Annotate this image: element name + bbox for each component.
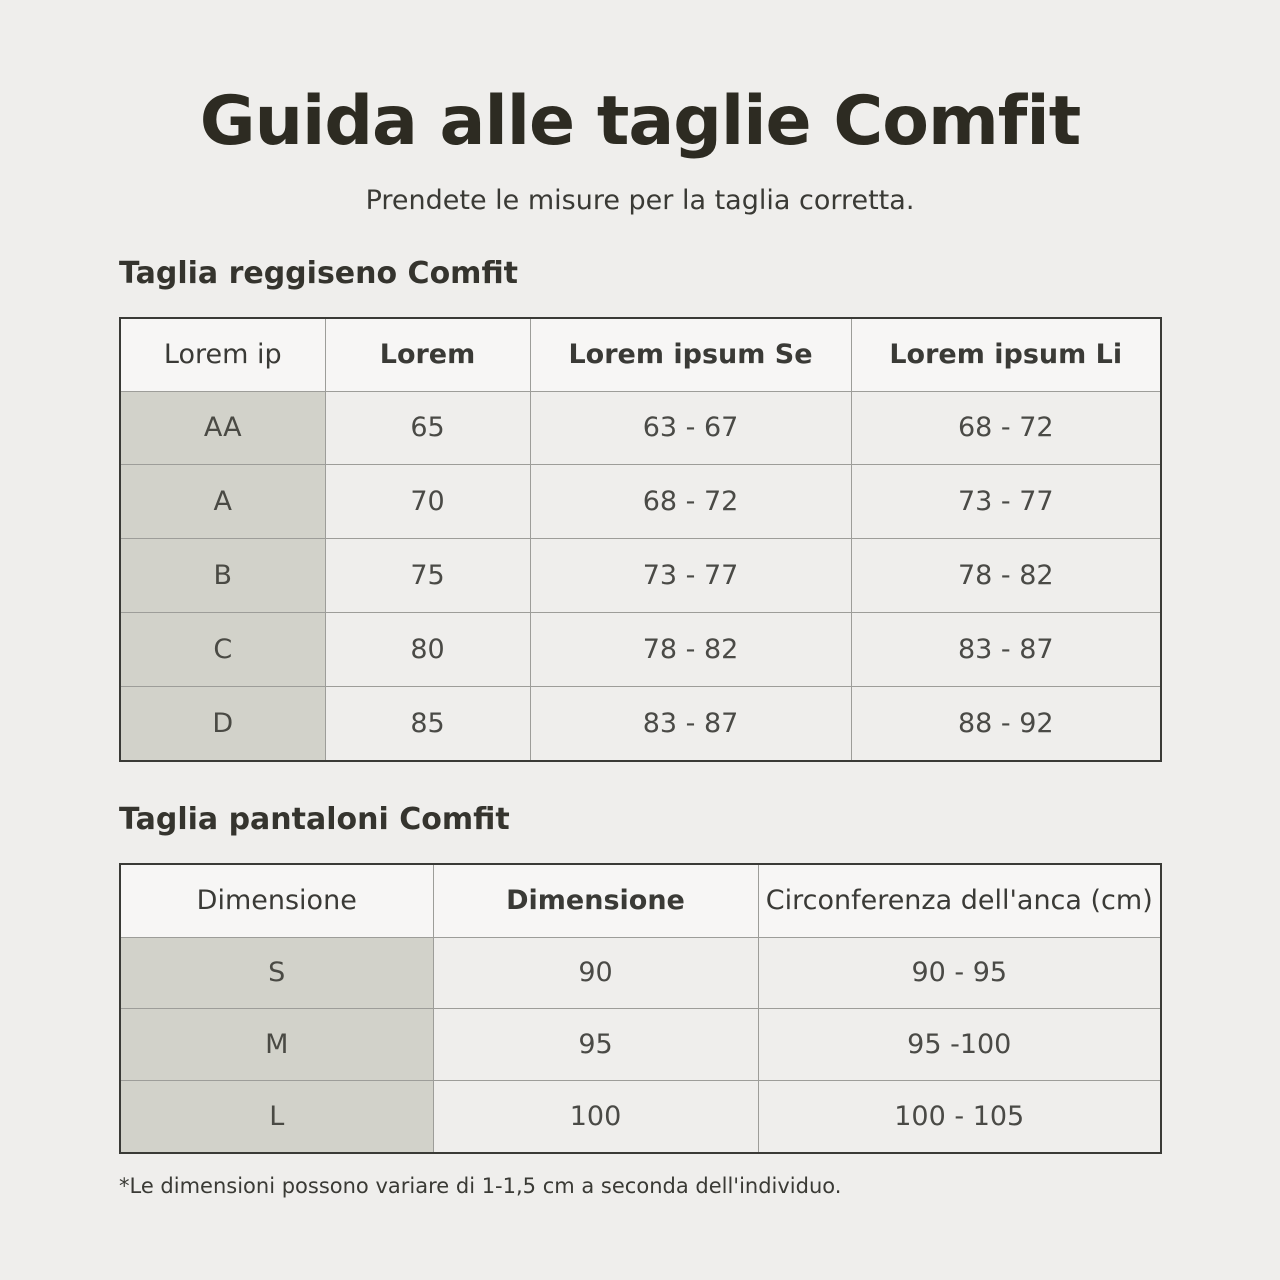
bra-section-title: Taglia reggiseno Comfit xyxy=(119,256,519,291)
pants-size-table xyxy=(119,863,1162,1154)
size-label-cell: L xyxy=(120,1080,433,1153)
table-row xyxy=(120,686,1161,761)
bra-size-table xyxy=(119,317,1162,762)
table-cell: 90 xyxy=(433,937,758,1009)
size-label-cell: A xyxy=(120,465,325,539)
table-cell: 88 - 92 xyxy=(851,686,1161,761)
size-label-cell: D xyxy=(120,686,325,761)
size-label-cell: S xyxy=(120,937,433,1009)
table-cell: 63 - 67 xyxy=(530,391,851,465)
table-cell: 73 - 77 xyxy=(851,465,1161,539)
size-label-cell: AA xyxy=(120,391,325,465)
footnote: *Le dimensioni possono variare di 1-1,5 cm a seconda dell'individuo. xyxy=(119,1174,842,1198)
table-row xyxy=(120,612,1161,686)
size-label-cell: C xyxy=(120,612,325,686)
column-header: Dimensione xyxy=(120,864,433,937)
table-cell: 78 - 82 xyxy=(851,539,1161,613)
table-cell: 85 xyxy=(325,686,530,761)
table-row xyxy=(120,539,1161,613)
table-header-row xyxy=(120,318,1161,391)
column-header: Circonferenza dell'anca (cm) xyxy=(758,864,1161,937)
table-cell: 100 - 105 xyxy=(758,1080,1161,1153)
table-cell: 80 xyxy=(325,612,530,686)
table-row xyxy=(120,465,1161,539)
table-cell: 95 xyxy=(433,1009,758,1081)
column-header: Lorem ip xyxy=(120,318,325,391)
size-label-cell: M xyxy=(120,1009,433,1081)
table-cell: 83 - 87 xyxy=(530,686,851,761)
page-subtitle: Prendete le misure per la taglia corretta. xyxy=(365,185,915,216)
table-cell: 75 xyxy=(325,539,530,613)
table-row xyxy=(120,1009,1161,1081)
table-cell: 68 - 72 xyxy=(530,465,851,539)
table-row xyxy=(120,391,1161,465)
column-header: Lorem ipsum Li xyxy=(851,318,1161,391)
table-cell: 70 xyxy=(325,465,530,539)
table-cell: 100 xyxy=(433,1080,758,1153)
column-header: Dimensione xyxy=(433,864,758,937)
table-cell: 65 xyxy=(325,391,530,465)
table-header-row xyxy=(120,864,1161,937)
table-cell: 73 - 77 xyxy=(530,539,851,613)
column-header: Lorem xyxy=(325,318,530,391)
table-row xyxy=(120,937,1161,1009)
table-row xyxy=(120,1080,1161,1153)
column-header: Lorem ipsum Se xyxy=(530,318,851,391)
page-title: Guida alle taglie Comfit xyxy=(199,82,1081,161)
table-cell: 78 - 82 xyxy=(530,612,851,686)
table-cell: 90 - 95 xyxy=(758,937,1161,1009)
table-cell: 68 - 72 xyxy=(851,391,1161,465)
table-cell: 95 -100 xyxy=(758,1009,1161,1081)
size-label-cell: B xyxy=(120,539,325,613)
table-cell: 83 - 87 xyxy=(851,612,1161,686)
pants-section-title: Taglia pantaloni Comfit xyxy=(119,802,510,837)
